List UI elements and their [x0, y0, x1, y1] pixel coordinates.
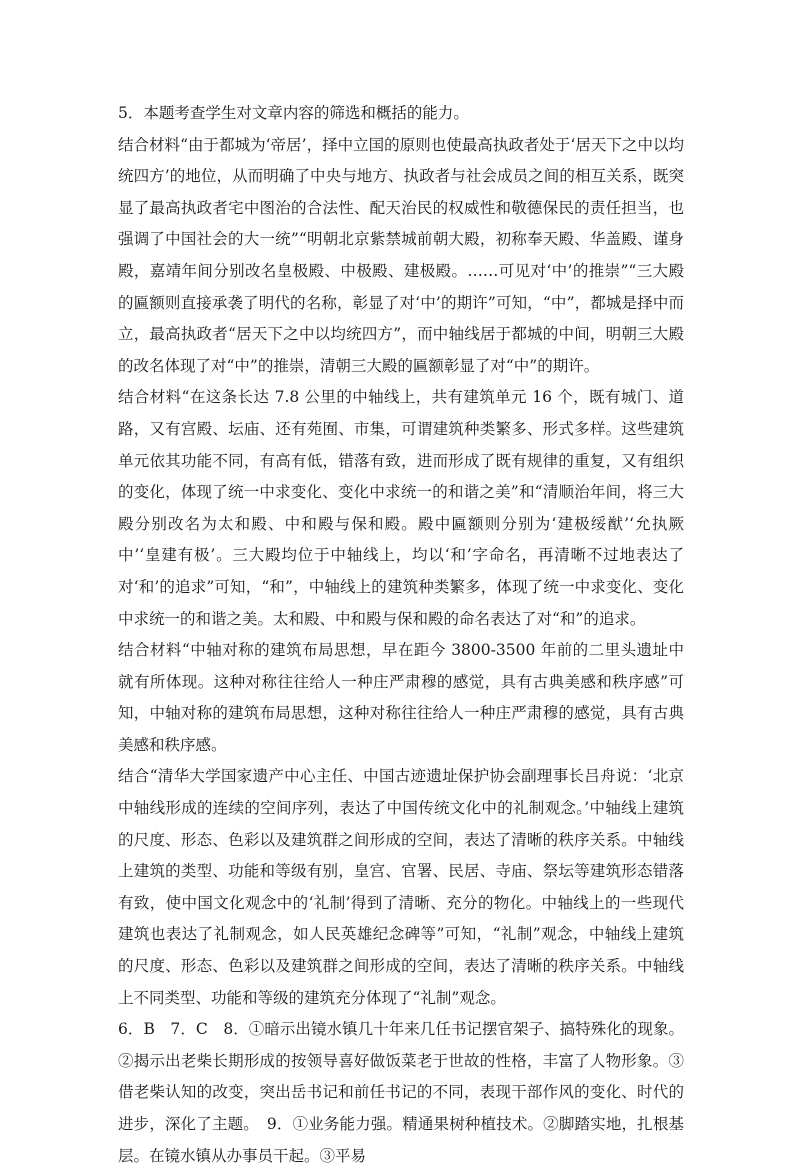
paragraph-he: 结合材料“在这条长达 7.8 公里的中轴线上，共有建筑单元 16 个，既有城门、道路，又有宫殿、坛庙、还有苑囿、市集，可谓建筑种类繁多、形式多样。这些建筑单元依其功能不同，有高有低，错落有致，进而形成了既有规律的重复，又有组织的变化，体现了统一中求变化、变化中求统一的和谐之美”和“清顺治年间，将三大殿分别改名为太和殿、中和殿与保和殿。殿中匾额则分别为‘建极绥猷’‘允执厥中’‘皇建有极’。三大殿均位于中轴线上，均以‘和’字命名，再清晰不过地表达了对‘和’的追求”可知，“和”，中轴线上的建筑种类繁多，体现了统一中求变化、变化中求统一的和谐之美。太和殿、中和殿与保和殿的命名表达了对“和”的追求。	[118, 388, 684, 628]
answer-text-block	[118, 98, 684, 1172]
paragraph-lizhi: 结合“清华大学国家遗产中心主任、中国古迹遗址保护协会副理事长吕舟说：‘北京中轴线形成的连续的空间序列，表达了中国传统文化中的礼制观念。’中轴线上建筑的尺度、形态、色彩以及建筑群之间形成的空间，表达了清晰的秩序关系。中轴线上建筑的类型、功能和等级有别，皇宫、官署、民居、寺庙、祭坛等建筑形态错落有致，使中国文化观念中的‘礼制’得到了清晰、充分的物化。中轴线上的一些现代建筑也表达了礼制观念，如人民英雄纪念碑等”可知，“礼制”观念，中轴线上建筑的尺度、形态、色彩以及建筑群之间形成的空间，表达了清晰的秩序关系。中轴线上不同类型、功能和等级的建筑充分体现了“礼制”观念。	[118, 767, 684, 1007]
question-5-heading: 5．本题考查学生对文章内容的筛选和概括的能力。	[118, 104, 469, 122]
paragraph-zhong: 结合材料“由于都城为‘帝居’，择中立国的原则也使最高执政者处于‘居天下之中以均统四方’的地位，从而明确了中央与地方、执政者与社会成员之间的相互关系，既突显了最高执政者宅中图治的合法性、配天治民的权威性和敬德保民的责任担当，也强调了中国社会的大一统”“明朝北京紫禁城前朝大殿，初称奉天殿、华盖殿、谨身殿，嘉靖年间分别改名皇极殿、中极殿、建极殿。……可见对‘中’的推崇”“三大殿的匾额则直接承袭了明代的名称，彰显了对‘中’的期许”可知，“中”，都城是择中而立，最高执政者“居天下之中以均统四方”，而中轴线居于都城的中间，明朝三大殿的改名体现了对“中”的推崇，清朝三大殿的匾额彰显了对“中”的期许。	[118, 135, 684, 375]
paragraph-symmetry: 结合材料“中轴对称的建筑布局思想，早在距今 3800-3500 年前的二里头遗址中就有所体现。这种对称往往给人一种庄严肃穆的感觉，具有古典美感和秩序感”可知，中轴对称的建筑布局思想，这种对称往往给人一种庄严肃穆的感觉，具有古典美感和秩序感。	[118, 641, 684, 754]
answers-6-to-9: 6．B 7．C 8．①暗示出镜水镇几十年来几任书记摆官架子、搞特殊化的现象。②揭示出老柴长期形成的按领导喜好做饭菜老于世故的性格，丰富了人物形象。③借老柴认知的改变，突出岳书记和前任书记的不同，表现干部作风的变化、时代的进步，深化了主题。 9．①业务能力强。精通果树种植技术。②脚踏实地，扎根基层。在镜水镇从办事员干起。③平易	[118, 1020, 684, 1165]
